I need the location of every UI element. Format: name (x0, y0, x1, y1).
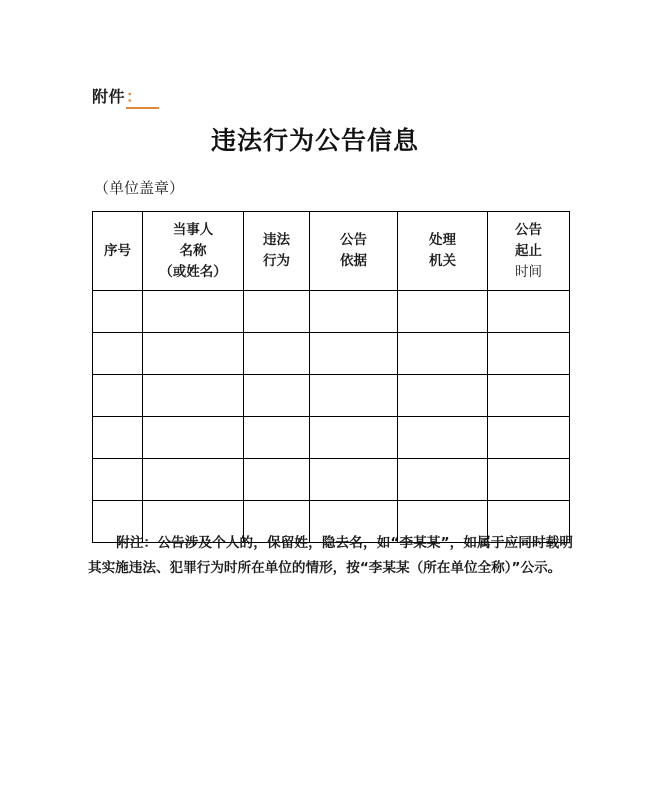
violation-table-wrapper (92, 211, 569, 543)
table-cell-violation[interactable] (244, 417, 310, 459)
table-cell-seq[interactable] (93, 291, 143, 333)
table-cell-period[interactable] (488, 375, 570, 417)
header-line: 机关 (429, 253, 456, 269)
seal-note: （单位盖章） (94, 179, 185, 197)
header-line: 依据 (340, 253, 367, 269)
header-line-stack (244, 230, 309, 272)
table-cell-violation[interactable] (244, 459, 310, 501)
table-header-violation (244, 212, 310, 291)
header-line: 公告 (340, 232, 367, 248)
table-cell-authority[interactable] (398, 291, 488, 333)
header-line: 起止 (515, 242, 542, 259)
table-cell-violation[interactable] (244, 333, 310, 375)
table-cell-party[interactable] (143, 459, 244, 501)
table-cell-basis[interactable] (310, 417, 398, 459)
page-title: 违法行为公告信息 (210, 126, 419, 155)
table-cell-period[interactable] (488, 333, 570, 375)
table-cell-party[interactable] (143, 333, 244, 375)
table-cell-basis[interactable] (310, 459, 398, 501)
table-header-seq (93, 212, 143, 291)
header-line: 行为 (263, 253, 290, 269)
table-cell-violation[interactable] (244, 291, 310, 333)
table-cell-authority[interactable] (398, 333, 488, 375)
header-line-stack (398, 230, 487, 272)
header-line-stack (93, 241, 142, 262)
table-cell-period[interactable] (488, 291, 570, 333)
table-header-authority (398, 212, 488, 291)
attachment-colon-underline: ： (126, 87, 159, 109)
footnote-body: 附注：公告涉及个人的，保留姓，隐去名，如“李某某”，如属于应同时载明其实施违法、犯罪行为时所在单位的情形，按“李某某（所在单位全称）”公示。 (88, 535, 573, 576)
table-cell-seq[interactable] (93, 417, 143, 459)
attachment-label: 附件 (92, 87, 126, 106)
table-row[interactable] (93, 459, 570, 501)
table-cell-seq[interactable] (93, 333, 143, 375)
header-line: 当事人 (172, 221, 214, 238)
table-header-period (488, 212, 570, 291)
table-cell-violation[interactable] (244, 375, 310, 417)
header-line: 名称 (179, 242, 207, 259)
table-row[interactable] (93, 291, 570, 333)
table-cell-basis[interactable] (310, 375, 398, 417)
table-cell-authority[interactable] (398, 375, 488, 417)
table-cell-authority[interactable] (398, 417, 488, 459)
header-line: 序号 (104, 242, 131, 259)
header-line: 违法 (263, 232, 290, 248)
table-cell-party[interactable] (143, 375, 244, 417)
footnote-text (88, 531, 573, 581)
header-line-stack (143, 220, 243, 283)
table-cell-period[interactable] (488, 417, 570, 459)
header-line-stack (310, 230, 397, 272)
table-header-row (93, 212, 570, 291)
table-cell-basis[interactable] (310, 333, 398, 375)
table-cell-authority[interactable] (398, 459, 488, 501)
header-line: 处理 (429, 232, 456, 248)
header-line-stack (488, 220, 569, 283)
table-row[interactable] (93, 333, 570, 375)
header-line: 时间 (515, 263, 542, 280)
header-line: （或姓名） (159, 263, 227, 280)
table-row[interactable] (93, 375, 570, 417)
table-header-party (143, 212, 244, 291)
table-cell-seq[interactable] (93, 459, 143, 501)
table-row[interactable] (93, 417, 570, 459)
violation-announcement-table (92, 211, 570, 543)
table-cell-party[interactable] (143, 417, 244, 459)
table-cell-basis[interactable] (310, 291, 398, 333)
table-header-basis (310, 212, 398, 291)
header-line: 公告 (515, 221, 542, 238)
table-cell-period[interactable] (488, 459, 570, 501)
attachment-line (92, 86, 159, 108)
table-cell-seq[interactable] (93, 375, 143, 417)
table-cell-party[interactable] (143, 291, 244, 333)
